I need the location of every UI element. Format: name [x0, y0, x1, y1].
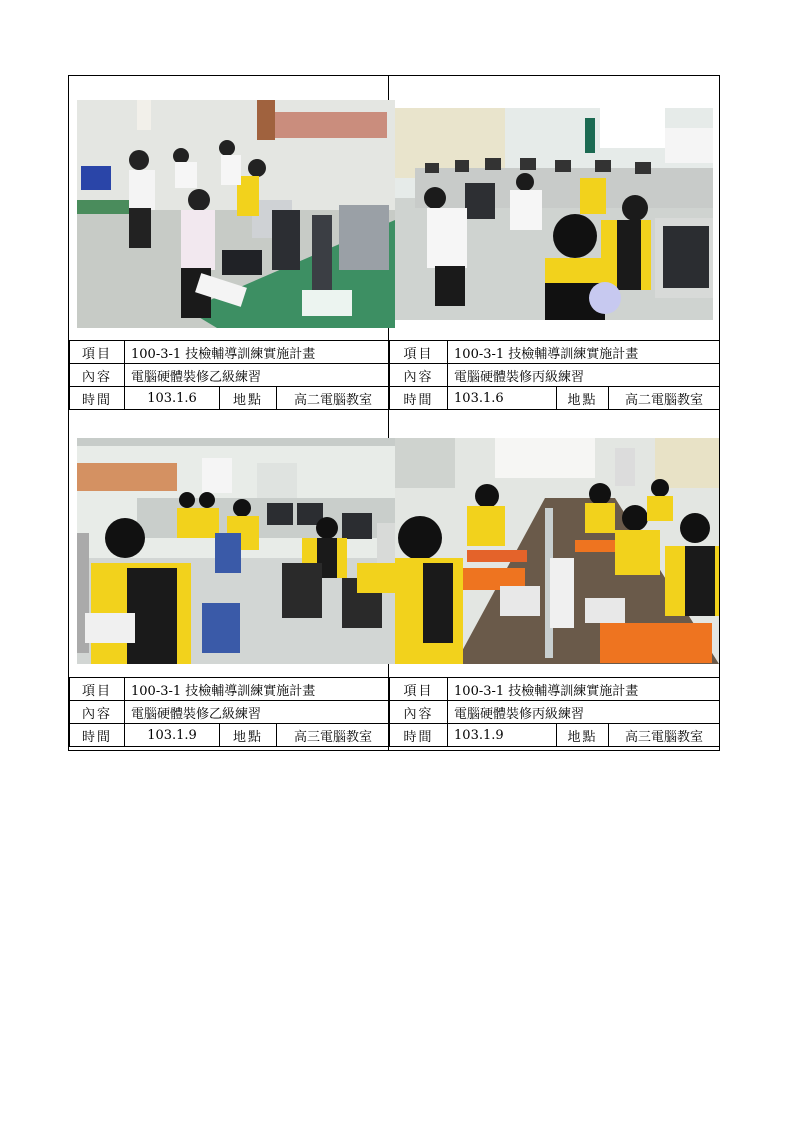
time-value: 103.1.9: [448, 724, 557, 747]
place-value: 高三電腦教室: [277, 724, 390, 747]
time-label: 時間: [390, 387, 448, 410]
place-label: 地點: [557, 387, 609, 410]
content-value: 電腦硬體裝修乙級練習: [125, 364, 390, 387]
content-value: 電腦硬體裝修丙級練習: [448, 364, 720, 387]
project-value: 100-3-1 技檢輔導訓練實施計畫: [125, 341, 390, 364]
classroom-photo-2: [395, 108, 713, 320]
project-label: 項目: [70, 341, 125, 364]
content-label: 內容: [70, 364, 125, 387]
content-value: 電腦硬體裝修乙級練習: [125, 701, 390, 724]
time-value: 103.1.6: [448, 387, 557, 410]
time-label: 時間: [390, 724, 448, 747]
place-label: 地點: [220, 724, 277, 747]
project-value: 100-3-1 技檢輔導訓練實施計畫: [448, 341, 720, 364]
content-label: 內容: [390, 701, 448, 724]
place-value: 高二電腦教室: [609, 387, 720, 410]
info-table-top: [69, 340, 720, 410]
info-table-bottom: [69, 677, 720, 747]
place-value: 高三電腦教室: [609, 724, 720, 747]
content-label: 內容: [70, 701, 125, 724]
time-label: 時間: [70, 387, 125, 410]
project-label: 項目: [390, 341, 448, 364]
project-label: 項目: [70, 678, 125, 701]
project-label: 項目: [390, 678, 448, 701]
time-label: 時間: [70, 724, 125, 747]
photo-record-sheet: [68, 75, 720, 751]
time-value: 103.1.9: [125, 724, 220, 747]
place-value: 高二電腦教室: [277, 387, 390, 410]
time-value: 103.1.6: [125, 387, 220, 410]
place-label: 地點: [220, 387, 277, 410]
classroom-photo-3: [77, 438, 395, 664]
content-label: 內容: [390, 364, 448, 387]
classroom-photo-4: [395, 438, 719, 664]
content-value: 電腦硬體裝修丙級練習: [448, 701, 720, 724]
classroom-photo-1: [77, 100, 395, 328]
project-value: 100-3-1 技檢輔導訓練實施計畫: [448, 678, 720, 701]
project-value: 100-3-1 技檢輔導訓練實施計畫: [125, 678, 390, 701]
place-label: 地點: [557, 724, 609, 747]
